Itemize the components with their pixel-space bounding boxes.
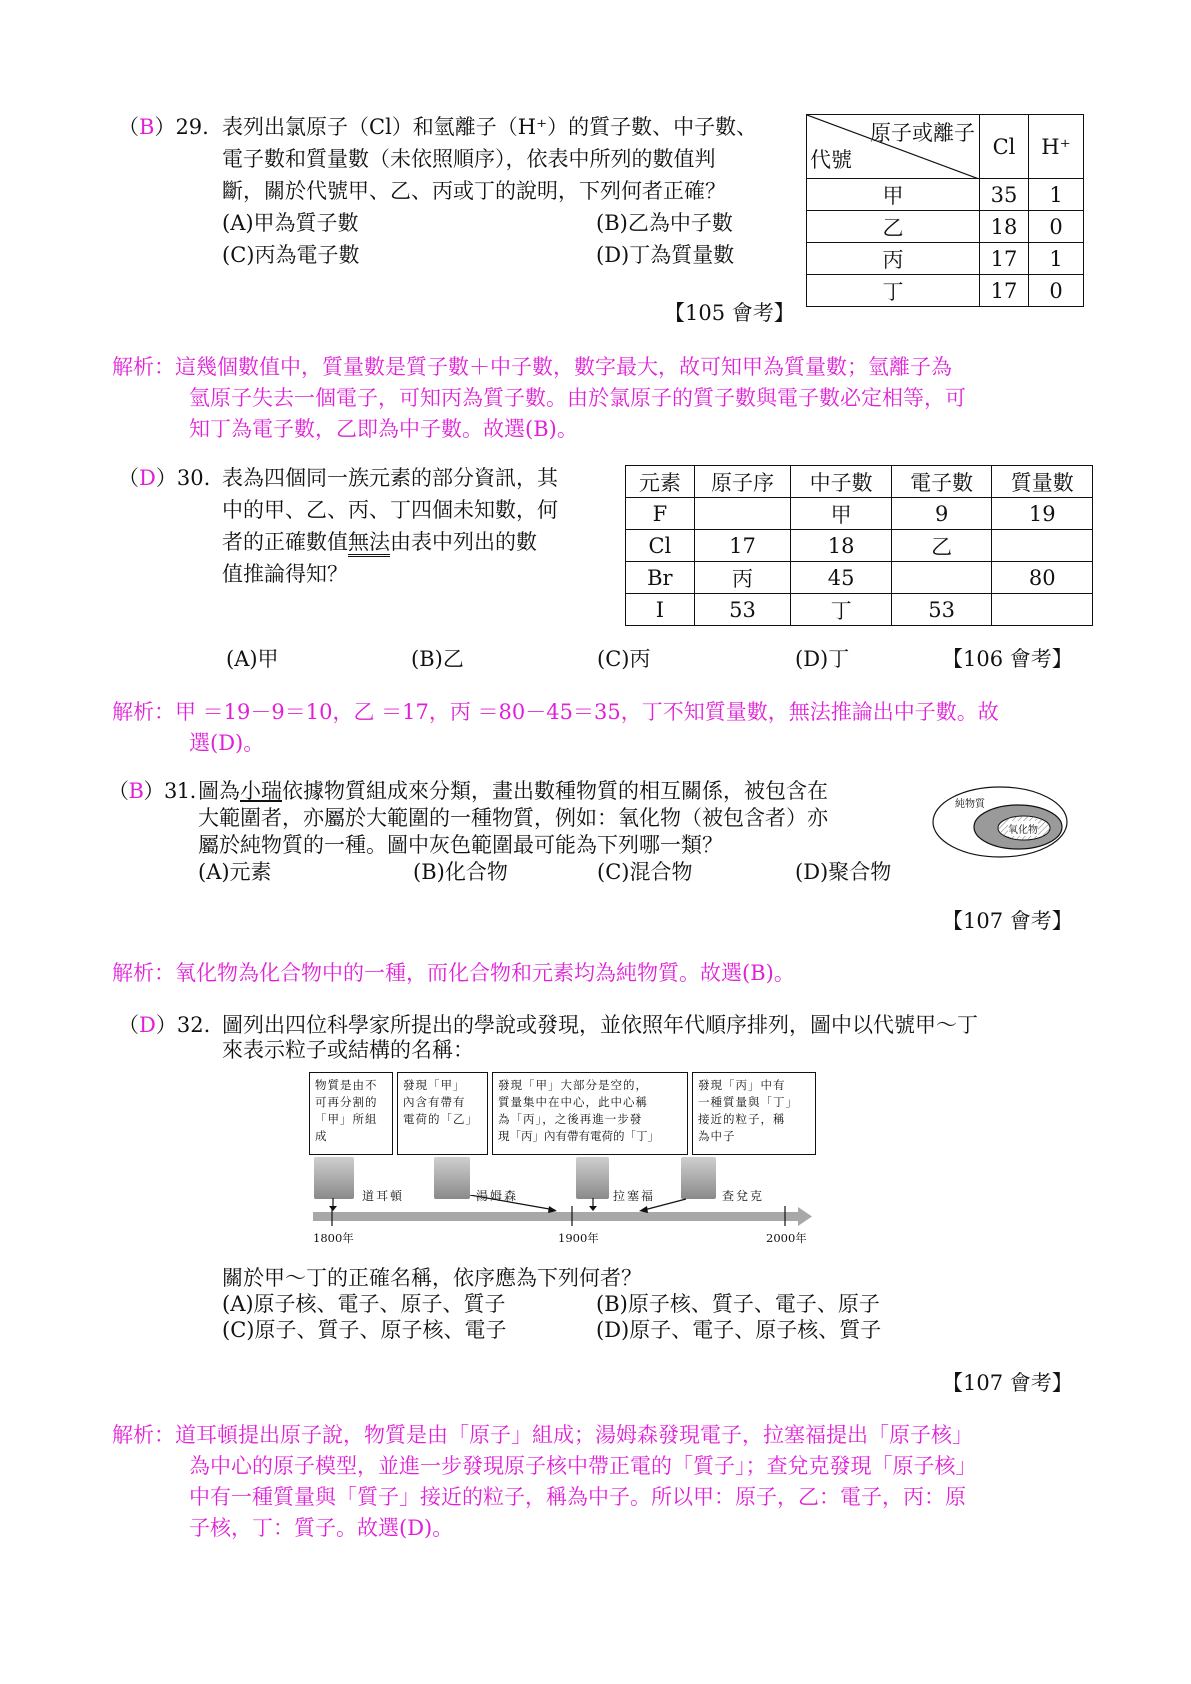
q32-option-b: (B)原子核、質子、電子、原子 bbox=[596, 1292, 880, 1316]
year-1800: 1800年 bbox=[313, 1231, 354, 1245]
q30-option-a: (A)甲 bbox=[226, 647, 279, 671]
scientist-label-dalton: 道耳頓 bbox=[362, 1189, 405, 1203]
q32-option-d: (D)原子、電子、原子核、質子 bbox=[596, 1318, 882, 1342]
q29-answer: （B）29. bbox=[118, 115, 209, 139]
q29-option-d: (D)丁為質量數 bbox=[596, 243, 735, 267]
q30-explanation-1: 解析：甲 ＝19－9＝10，乙 ＝17，丙 ＝80－45＝35，丁不知質量數，無法推論出中子數。故 bbox=[112, 700, 999, 724]
q31-option-c: (C)混合物 bbox=[597, 860, 693, 884]
q32-explanation-4: 子核，丁：質子。故選(D)。 bbox=[189, 1516, 454, 1540]
q32-explanation-3: 中有一種質量與「質子」接近的粒子，稱為中子。所以甲：原子，乙：電子，丙：原 bbox=[189, 1485, 966, 1509]
q32-explanation-2: 為中心的原子模型，並進一步發現原子核中帶正電的「質子」；查兌克發現「原子核」 bbox=[189, 1454, 977, 1478]
scientist-label-rutherford: 拉塞福 bbox=[613, 1189, 656, 1203]
q29-explanation-3: 知丁為電子數，乙即為中子數。故選(B)。 bbox=[189, 417, 578, 441]
name-underline: 小瑞 bbox=[240, 779, 282, 803]
q31-option-b: (B)化合物 bbox=[413, 860, 508, 884]
timeline-box-dalton: 物質是由不 可再分割的 「甲」所組 成 bbox=[309, 1072, 393, 1155]
q29-explanation-2: 氫原子失去一個電子，可知丙為質子數。由於氯原子的質子數與電子數必定相等，可 bbox=[189, 386, 966, 410]
q29-line-1: 表列出氯原子（Cl）和氫離子（H⁺）的質子數、中子數、 bbox=[222, 115, 758, 139]
q29-line-2: 電子數和質量數（未依照順序），依表中所列的數值判 bbox=[222, 147, 716, 171]
q29-option-b: (B)乙為中子數 bbox=[596, 211, 733, 235]
portrait-rutherford bbox=[576, 1157, 609, 1199]
diagram-label-oxide: 氧化物 bbox=[1008, 821, 1038, 836]
q31-source: 【107 會考】 bbox=[942, 909, 1073, 933]
q30-source: 【106 會考】 bbox=[942, 647, 1073, 671]
emphasis-underline: 無法 bbox=[348, 530, 390, 557]
q30-answer: （D）30. bbox=[118, 466, 211, 490]
q31-answer: （B）31. bbox=[108, 779, 196, 803]
q29-diagonal-header: 原子或離子 代號 bbox=[807, 115, 980, 179]
portrait-thomson bbox=[434, 1157, 470, 1199]
q32-line-2: 來表示粒子或結構的名稱： bbox=[222, 1038, 474, 1062]
q30-line-1: 表為四個同一族元素的部分資訊，其 bbox=[222, 466, 558, 490]
timeline-box-chadwick: 發現「丙」中有 一種質量與「丁」 接近的粒子，稱 為中子 bbox=[692, 1072, 816, 1155]
q30-line-3: 者的正確數值無法由表中列出的數 bbox=[222, 527, 537, 558]
q30-line-2: 中的甲、乙、丙、丁四個未知數，何 bbox=[222, 498, 558, 522]
portrait-dalton bbox=[314, 1157, 354, 1199]
q30-option-b: (B)乙 bbox=[411, 647, 464, 671]
scientist-label-thomson: 湯姆森 bbox=[476, 1189, 519, 1203]
q30-explanation-2: 選(D)。 bbox=[189, 731, 265, 755]
q29-table: 原子或離子 代號 Cl H⁺ 甲 35 1 乙 18 0 丙 17 1 丁 17 0 bbox=[806, 114, 1084, 307]
q31-explanation: 解析：氧化物為化合物中的一種，而化合物和元素均為純物質。故選(B)。 bbox=[112, 961, 795, 985]
q29-option-a: (A)甲為質子數 bbox=[222, 211, 359, 235]
q30-option-d: (D)丁 bbox=[795, 647, 850, 671]
q31-line-1: 圖為小瑞依據物質組成來分類，畫出數種物質的相互關係，被包含在 bbox=[198, 779, 828, 803]
year-1900: 1900年 bbox=[558, 1231, 599, 1245]
q32-line-1: 圖列出四位科學家所提出的學說或發現，並依照年代順序排列，圖中以代號甲～丁 bbox=[222, 1013, 978, 1037]
timeline-box-thomson: 發現「甲」 內含有帶有 電荷的「乙」 bbox=[397, 1072, 488, 1155]
year-2000: 2000年 bbox=[766, 1231, 807, 1245]
q29-source: 【105 會考】 bbox=[664, 301, 795, 325]
q30-option-c: (C)丙 bbox=[597, 647, 651, 671]
q29-line-3: 斷，關於代號甲、乙、丙或丁的說明，下列何者正確？ bbox=[222, 179, 726, 203]
q29-explanation-1: 解析：這幾個數值中，質量數是質子數＋中子數，數字最大，故可知甲為質量數；氫離子為 bbox=[112, 355, 952, 379]
q31-option-a: (A)元素 bbox=[198, 860, 272, 884]
q31-option-d: (D)聚合物 bbox=[795, 860, 892, 884]
q32-explanation-1: 解析：道耳頓提出原子說，物質是由「原子」組成；湯姆森發現電子，拉塞福提出「原子核」 bbox=[112, 1423, 973, 1447]
classification-diagram bbox=[930, 784, 1070, 860]
q31-line-2: 大範圍者，亦屬於大範圍的一種物質，例如：氧化物（被包含者）亦 bbox=[198, 806, 828, 830]
q32-option-a: (A)原子核、電子、原子、質子 bbox=[222, 1292, 506, 1316]
portrait-chadwick bbox=[681, 1157, 716, 1199]
q32-source: 【107 會考】 bbox=[942, 1371, 1073, 1395]
q30-line-4: 值推論得知？ bbox=[222, 562, 348, 586]
q31-line-3: 屬於純物質的一種。圖中灰色範圍最可能為下列哪一類？ bbox=[198, 833, 723, 857]
timeline-box-rutherford: 發現「甲」大部分是空的， 質量集中在中心，此中心稱 為「丙」，之後再進一步發 現「丙」內有帶有電荷的「丁」 bbox=[492, 1072, 688, 1155]
diagram-label-pure-substance: 純物質 bbox=[955, 799, 985, 810]
q32-question: 關於甲～丁的正確名稱，依序應為下列何者？ bbox=[222, 1266, 642, 1290]
q29-option-c: (C)丙為電子數 bbox=[222, 243, 360, 267]
q32-option-c: (C)原子、質子、原子核、電子 bbox=[222, 1318, 507, 1342]
q30-table: 元素 原子序 中子數 電子數 質量數 F 甲 9 19 Cl 17 18 乙 Br 丙 45 80 I 53 丁 53 bbox=[625, 465, 1093, 626]
scientist-label-chadwick: 查兌克 bbox=[722, 1189, 765, 1203]
q32-answer: （D）32. bbox=[118, 1013, 211, 1037]
